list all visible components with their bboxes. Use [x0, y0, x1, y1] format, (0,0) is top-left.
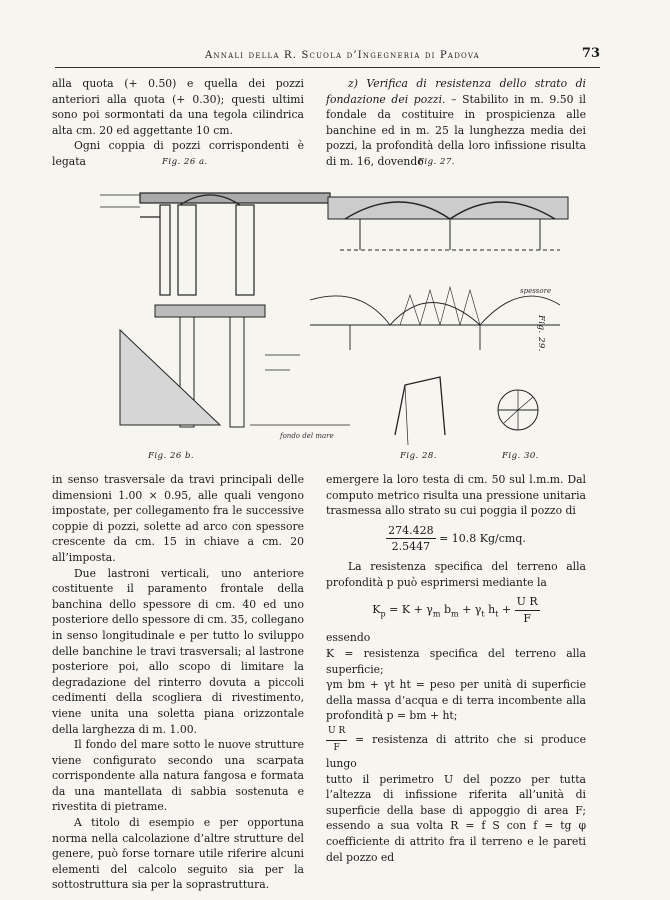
formula-term: = K + γ — [389, 603, 433, 617]
right-column-bottom — [326, 472, 586, 865]
figures-area — [100, 155, 590, 465]
definition: γm bm + γt ht = peso per unità di superficie della massa d’acqua e di terra incombente alla profondità p = bm + ht; — [326, 678, 586, 723]
section-heading: z) Verifica di resistenza dello strato di fondazione dei pozzi. — [326, 77, 586, 106]
formula-term: + — [498, 603, 515, 617]
figure-caption: Fig. 28. — [400, 451, 437, 461]
running-title: Annali della R. Scuola d’Ingegneria di Padova — [205, 50, 480, 61]
figure-caption: Fig. 27. — [418, 157, 455, 167]
fig-26a-drawing — [100, 193, 330, 295]
definition — [326, 724, 586, 772]
figure-caption: Fig. 30. — [502, 451, 539, 461]
fig-label-spessore: spessore — [520, 287, 552, 295]
fig-27-drawing — [328, 197, 568, 250]
figure-drawings — [100, 155, 590, 450]
formula-numerator: U R — [326, 724, 347, 741]
paragraph: La resistenza specifica del terreno alla profondità p può esprimersi mediante la — [326, 559, 586, 589]
formula-denominator: 2.5447 — [391, 540, 431, 554]
formula-numerator: 274.428 — [386, 523, 436, 540]
paragraph: A titolo di esempio e per opportuna norma nella calcolazione d’altre strutture del genere, può forse tornare utile riferire alcuni elementi del calcolo seguito sia per la sottostruttura sia per la soprastruttura. — [52, 816, 304, 892]
header-rule — [55, 67, 600, 68]
paragraph: emergere la loro testa di cm. 50 sul l.m.m. Dal computo metrico risulta una pressione unitaria trasmessa allo strato su cui poggia il pozzo di — [326, 473, 586, 518]
figure-caption: Fig. 26 a. — [162, 157, 208, 167]
paragraph: – Stabilito in m. 9.50 il fondale da costituire in prospicienza alle banchine ed in m. 25 la lunghezza media dei pozzi, la profondità della loro infissione risulta di m. 16, dovendo — [326, 92, 586, 168]
paragraph: Ogni coppia di pozzi corrispondenti è legata — [52, 139, 304, 168]
paragraph: essendo — [326, 631, 371, 645]
formula-resistance: $K_p = K + \gamma_m$ $b_m + \gamma_t$ $h_t$ + $\frac{\text{U R}}{F}$ — [372, 595, 538, 625]
definition: K = resistenza specifica del terreno alla superficie; — [326, 646, 586, 676]
paragraph: alla quota (+ 0.50) e quella dei pozzi anteriori alla quota (+ 0.30); questi ultimi sono poi sormontati da una tegola cilindrica alta cm. 20 ed aggettante 10 cm. — [52, 77, 304, 137]
paragraph: in senso trasversale da travi principali delle dimensioni 1.00 × 0.95, alle quali vengono impostate, per collegamento fra le successive coppie di pozzi, solette ad arco con spessore crescente da cm. 15 in chiave a cm. 20 all’imposta. — [52, 473, 304, 564]
page-header — [55, 46, 600, 64]
left-column-bottom — [52, 472, 304, 893]
figure-caption: Fig. 29. — [536, 315, 546, 352]
fig-28-drawing — [395, 377, 445, 445]
formula-denominator: F — [333, 742, 340, 753]
formula-result: = 10.8 Kg/cmq. — [439, 531, 526, 545]
paragraph: Il fondo del mare sotto le nuove strutture viene configurato secondo una scarpata corrispondente alla natura fangosa e formata da una mantellata di sabbia sostenuta e rivestita di pietrame. — [52, 738, 304, 814]
formula-numerator: U R — [515, 594, 540, 611]
fig-29-drawing — [310, 287, 560, 350]
paragraph: Due lastroni verticali, uno anteriore costituente il paramento frontale della banchina dello spessore di cm. 40 ed uno posteriore dello spessore di cm. 35, collegano in senso longitudinale e per tutto lo sviluppo delle banchine le travi trasversali; al lastrone posteriore poi, allo scopo di limitare la degradazione del rinterro dovuta a piccoli cedimenti della scogliera di rivestimento, viene unita una soletta piana orizzontale della larghezza di m. 1.00. — [52, 566, 304, 736]
paragraph: tutto il perimetro U del pozzo per tutta l’altezza di infissione riferita all’unità di superficie della base di appoggio di area F; essendo a sua volta R = f S con f = tg φ coefficiente di attrito fra il terreno e le pareti del pozzo ed — [326, 772, 586, 864]
definition-text: = resistenza di attrito che si produce lungo — [326, 733, 586, 771]
fig-30-drawing — [498, 390, 538, 430]
formula-term: h — [484, 603, 496, 617]
formula-pressure — [326, 523, 586, 555]
formula-term: b — [440, 603, 451, 617]
formula-denominator: F — [523, 611, 531, 625]
fig-label-fondo: fondo del mare — [280, 432, 334, 440]
page-number: 73 — [581, 46, 600, 61]
figure-caption: Fig. 26 b. — [148, 451, 195, 461]
formula-term: + γ — [458, 603, 482, 617]
formula-term: K — [372, 603, 381, 617]
